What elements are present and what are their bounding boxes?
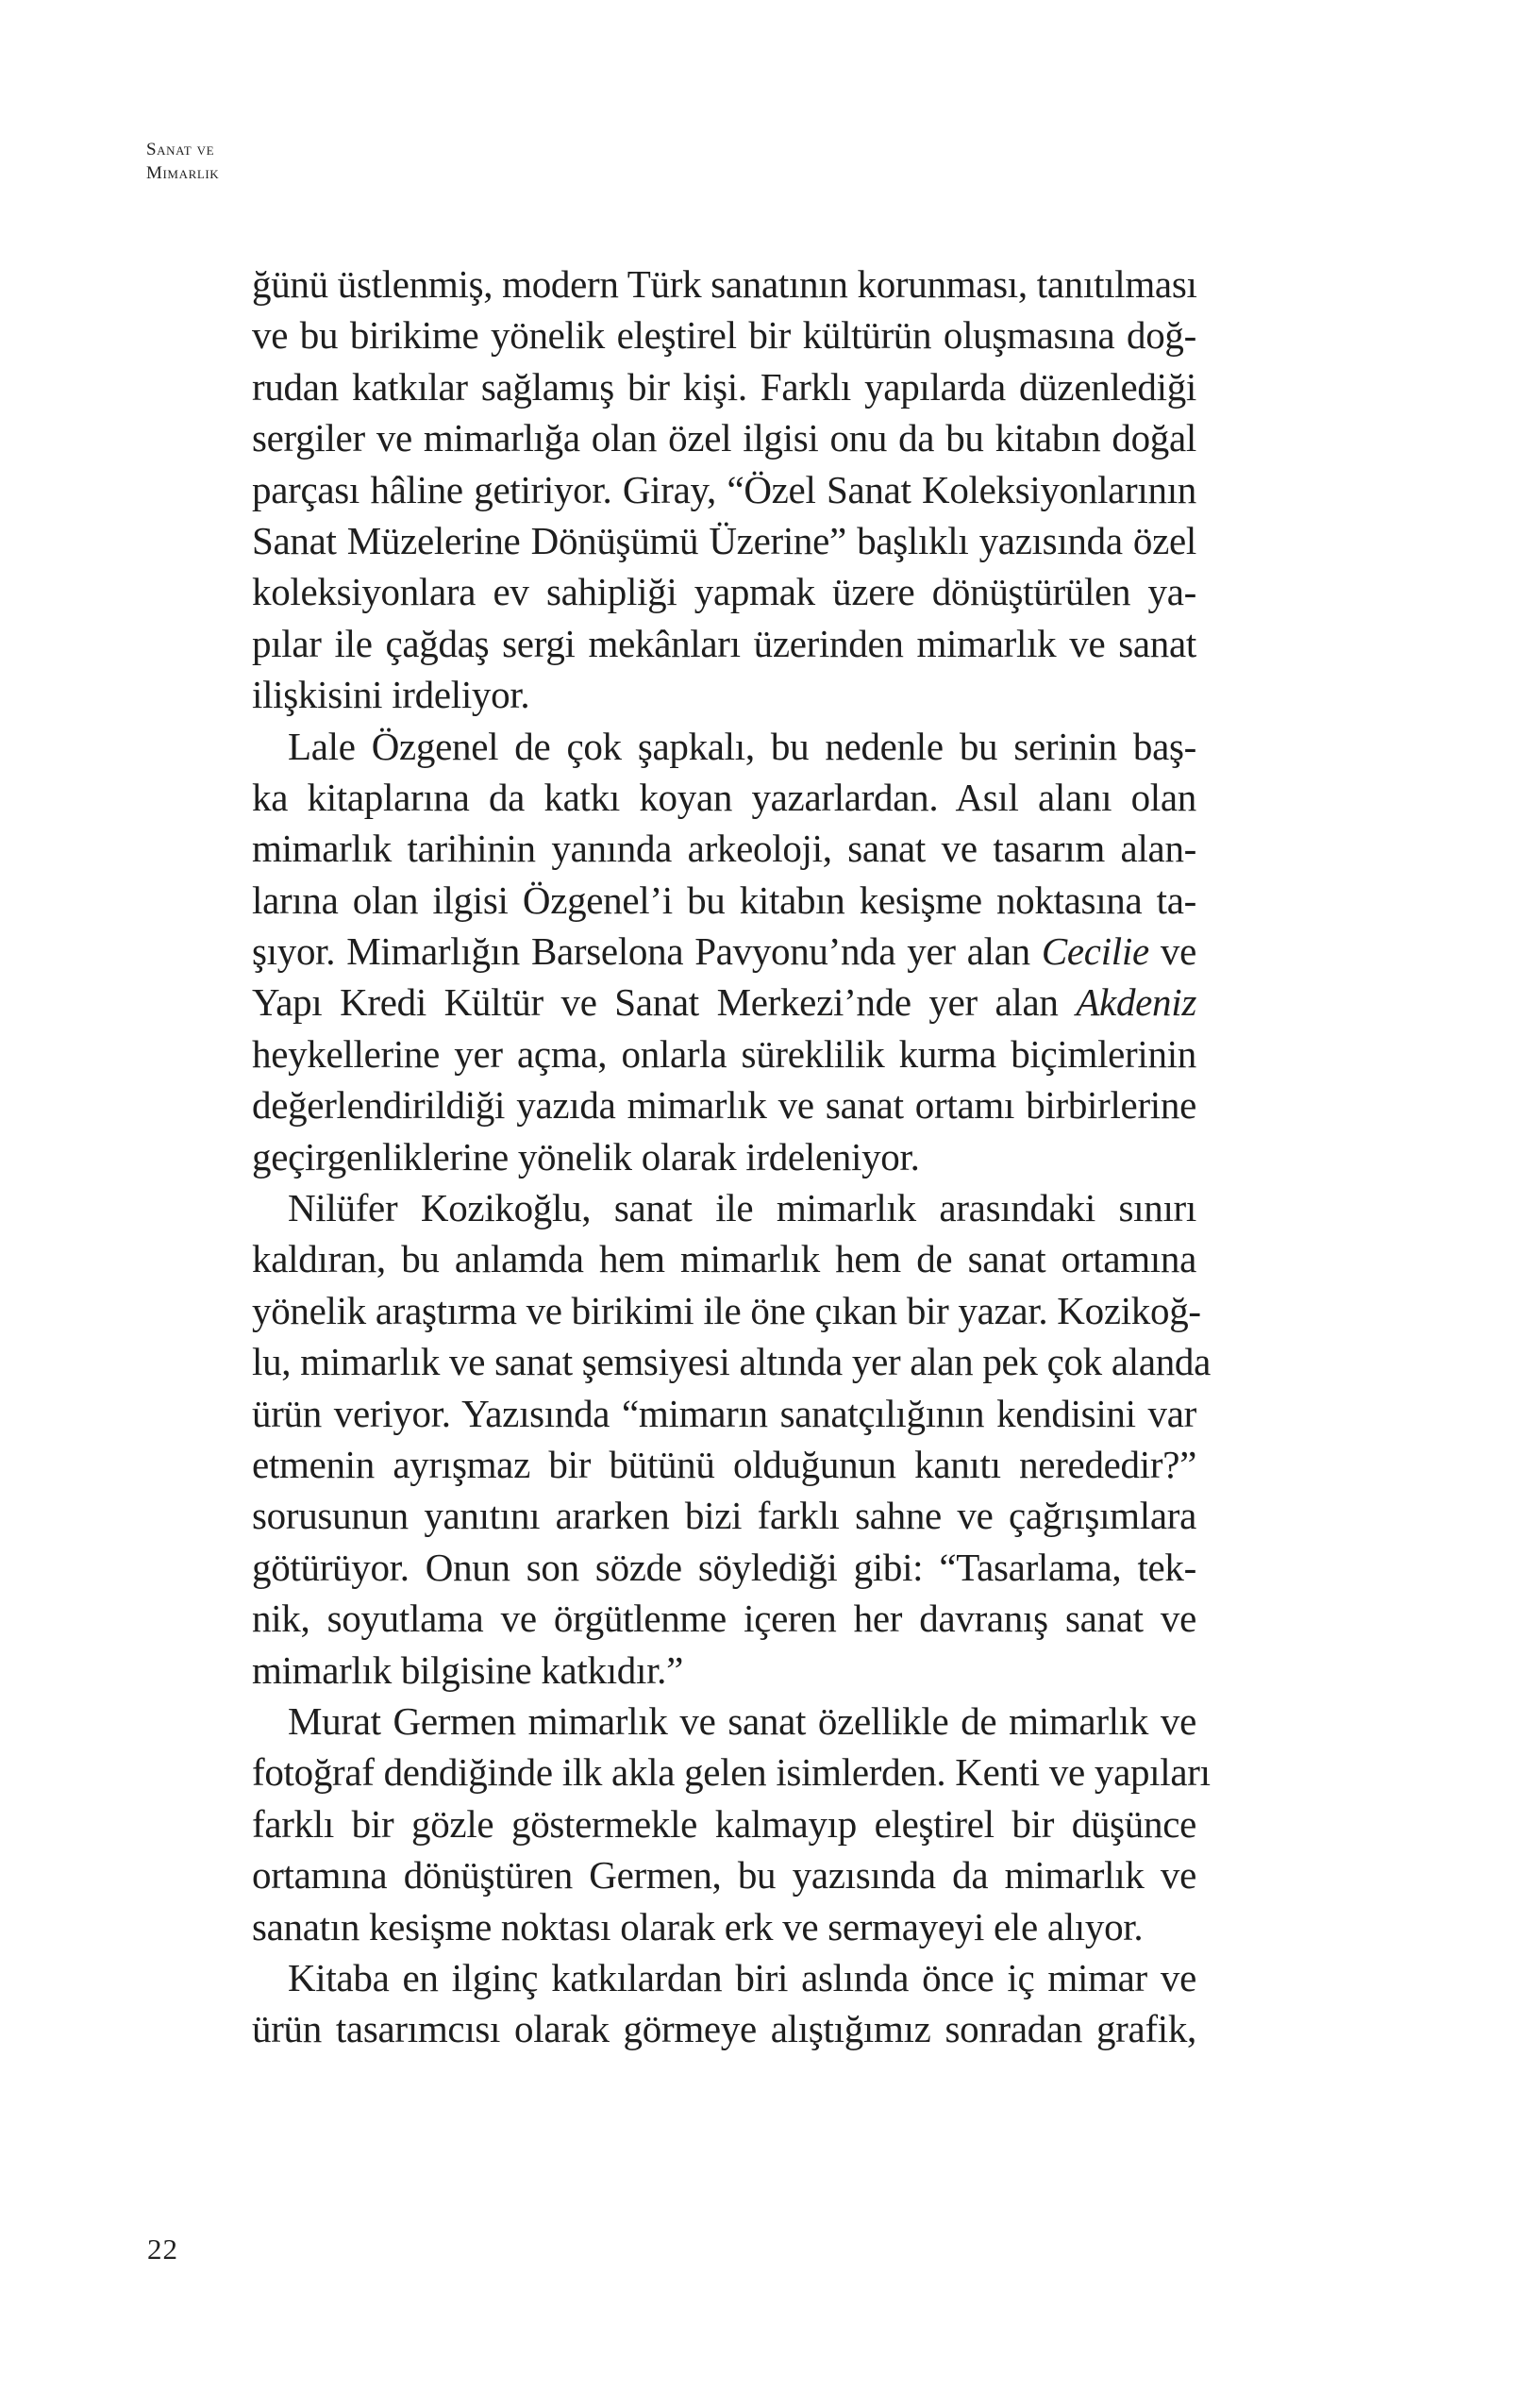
- text-line: Kitaba en ilginç katkılardan biri aslında önce iç mimar ve: [288, 1955, 1196, 1999]
- text-line: lu, mimarlık ve sanat şemsiyesi altında yer alan pek çok alanda: [252, 1340, 1212, 1384]
- text-line: koleksiyonlara ev sahipliği yapmak üzere dönüştürülen ya-: [252, 570, 1196, 614]
- text-line: ka kitaplarına da katkı koyan yazarlardan. Asıl alanı olan: [252, 775, 1196, 819]
- text-line: ortamına dönüştüren Germen, bu yazısında da mimarlık ve: [252, 1853, 1196, 1898]
- paragraph: [252, 1952, 1196, 2055]
- text-line: sanatın kesişme noktası olarak erk ve sermayeyi ele alıyor.: [252, 1904, 1144, 1948]
- text-line: pılar ile çağdaş sergi mekânları üzerinden mimarlık ve sanat: [252, 621, 1196, 665]
- text-line: geçirgenliklerine yönelik olarak irdeleniyor.: [252, 1134, 920, 1179]
- text-line: Nilüfer Kozikoğlu, sanat ile mimarlık arasındaki sınırı: [288, 1186, 1196, 1230]
- text-line: sergiler ve mimarlığa olan özel ilgisi onu da bu kitabın doğal: [252, 416, 1196, 460]
- text-line: Murat Germen mimarlık ve sanat özellikle de mimarlık ve: [288, 1698, 1196, 1743]
- text-line: nik, soyutlama ve örgütlenme içeren her davranış sanat ve: [252, 1597, 1196, 1641]
- paragraph: [252, 1182, 1212, 1696]
- text-line: değerlendirildiği yazıda mimarlık ve sanat ortamı birbirlerine: [252, 1083, 1196, 1128]
- running-head: [146, 138, 219, 185]
- running-head-line-1: Sanat ve: [146, 140, 215, 159]
- paragraph: [252, 1696, 1211, 1952]
- text-line: Sanat Müzelerine Dönüşümü Üzerine” başlıklı yazısında özel: [252, 518, 1196, 562]
- text-line: mimarlık tarihinin yanında arkeoloji, sanat ve tasarım alan-: [252, 827, 1196, 871]
- text-line: ürün veriyor. Yazısında “mimarın sanatçılığının kendisini var: [252, 1391, 1196, 1435]
- italic-title: Akdeniz: [1076, 980, 1196, 1025]
- text-line: rudan katkılar sağlamış bir kişi. Farklı yapılarda düzenlediği: [252, 364, 1196, 409]
- text-line: ürün tasarımcısı olarak görmeye alıştığımız sonradan grafik,: [252, 2007, 1196, 2051]
- italic-title: Cecilie: [1041, 929, 1149, 974]
- text-line: ve bu birikime yönelik eleştirel bir kültürün oluşmasına doğ-: [252, 313, 1196, 358]
- page-number: 22: [147, 2232, 178, 2266]
- text-line: etmenin ayrışmaz bir bütünü olduğunun kanıtı nerededir?”: [252, 1442, 1196, 1486]
- text-line: kaldıran, bu anlamda hem mimarlık hem de sanat ortamına: [252, 1237, 1196, 1281]
- text-line: Lale Özgenel de çok şapkalı, bu nedenle bu serinin baş-: [288, 724, 1196, 768]
- text-line: fotoğraf dendiğinde ilk akla gelen isimlerden. Kenti ve yapıları: [252, 1750, 1211, 1795]
- text-line: sorusunun yanıtını ararken bizi farklı sahne ve çağrışımlara: [252, 1494, 1196, 1538]
- text-line: parçası hâline getiriyor. Giray, “Özel Sanat Koleksiyonlarının: [252, 467, 1196, 511]
- text-line: heykellerine yer açma, onlarla süreklilik kurma biçimlerinin: [252, 1031, 1196, 1076]
- body-text: [252, 259, 1212, 2055]
- paragraph: [252, 259, 1196, 721]
- running-head-line-2: Mimarlık: [146, 163, 220, 183]
- text-line: yönelik araştırma ve birikimi ile öne çıkan bir yazar. Kozikoğ-: [252, 1288, 1201, 1332]
- text-line: götürüyor. Onun son sözde söylediği gibi: “Tasarlama, tek-: [252, 1545, 1196, 1589]
- text-line: şıyor. Mimarlığın Barselona Pavyonu’nda yer alan Cecilie ve: [252, 929, 1196, 974]
- text-line: ğünü üstlenmiş, modern Türk sanatının korunması, tanıtılması: [252, 262, 1197, 306]
- text-line: ilişkisini irdeliyor.: [252, 673, 530, 717]
- text-line: mimarlık bilgisine katkıdır.”: [252, 1647, 684, 1692]
- text-line: Yapı Kredi Kültür ve Sanat Merkezi’nde yer alan Akdeniz: [252, 980, 1196, 1025]
- text-line: farklı bir gözle göstermekle kalmayıp eleştirel bir düşünce: [252, 1801, 1196, 1846]
- text-line: larına olan ilgisi Özgenel’i bu kitabın kesişme noktasına ta-: [252, 878, 1196, 922]
- paragraph: [252, 721, 1196, 1183]
